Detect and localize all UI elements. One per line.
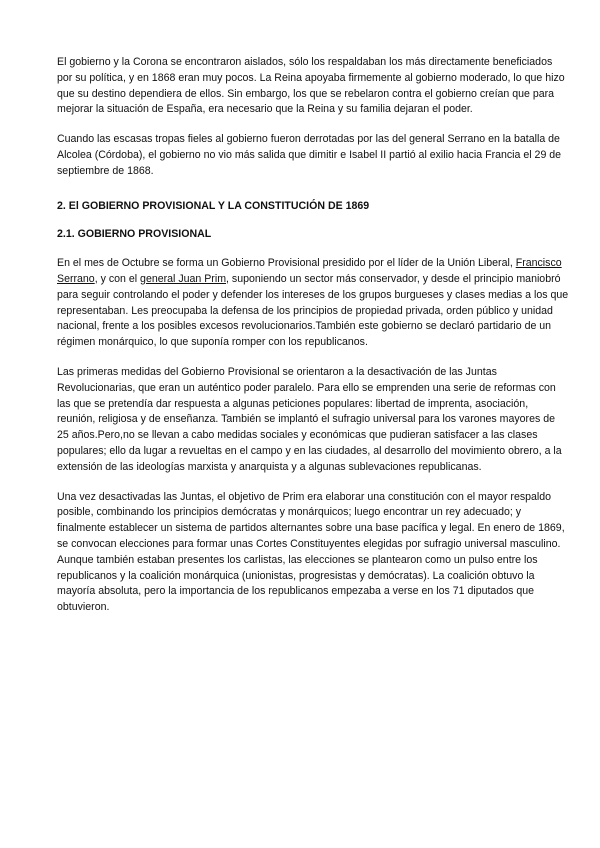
- subsection-heading-gobierno-provisional: 2.1. GOBIERNO PROVISIONAL: [57, 228, 212, 241]
- link-francisco-serrano[interactable]: Francisco Serrano: [57, 257, 562, 285]
- document-page: [57, 55, 569, 630]
- paragraph-gobierno-corona: El gobierno y la Corona se encontraron aislados, sólo los respaldaban los más directamente beneficiados por su política, y en 1868 eran muy pocos. La Reina apoyaba firmemente al gobierno moderado, lo que hizo que su destino dependiera de ellos. Sin embargo, los que se rebelaron contra el gobierno creían que para mejorar la situación de España, era necesario que la Reina y su familia dejaran el poder.: [57, 56, 565, 116]
- text-segment: En el mes de Octubre se forma un Gobierno Provisional presidido por el líder de la Unión Liberal,: [57, 257, 516, 270]
- text-segment: , suponiendo un sector más conservador, y desde el principio maniobró para seguir controlando el poder y defender los intereses de los grupos burgueses y clases medias a los que representaban. Les preocupaba la defensa de los principios de propiedad privada, orden público y unidad nacional, frente a los posibles excesos revolucionarios.También este gobierno se declaró partidario de un régimen monárquico, lo que suponía romper con los republicanos.: [57, 272, 569, 349]
- paragraph-juntas-elecciones: Una vez desactivadas las Juntas, el objetivo de Prim era elaborar una constitución con el mayor respaldo posible, combinando los principios demócratas y monárquicos; luego encontrar un rey adecuado; y finalmente establecer un sistema de partidos alternantes sobre una base pacífica y legal. En enero de 1869, se convocan elecciones para formar unas Cortes Constituyentes elegidas por sufragio universal masculino. Aunque también estaban presentes los carlistas, las elecciones se plantearon como un pulso entre los republicanos y la coalición monárquica (unionistas, progresistas y demócratas). La coalición obtuvo la mayoría absoluta, pero la importancia de los republicanos empezaba a verse en los 71 diputados que obtuvieron.: [57, 490, 565, 614]
- paragraph-batalla-alcolea: Cuando las escasas tropas fieles al gobierno fueron derrotadas por las del general Serrano en la batalla de Alcolea (Córdoba), el gobierno no vio más salida que dimitir e Isabel II partió al exilio hacia Francia el 29 de septiembre de 1868.: [57, 133, 562, 177]
- link-juan-prim[interactable]: general Juan Prim: [140, 272, 227, 285]
- section-heading-gobierno-provisional-constitucion: 2. El GOBIERNO PROVISIONAL Y LA CONSTITUCIÓN DE 1869: [57, 199, 370, 212]
- paragraph-primeras-medidas: Las primeras medidas del Gobierno Provisional se orientaron a la desactivación de las Juntas Revolucionarias, que eran un auténtico poder paralelo. Para ello se emprenden una serie de reformas con las que se pretendía dar respuesta a algunas peticiones populares: libertad de imprenta, asociación, reunión, religiosa y de enseñanza. También se implantó el sufragio universal para los varones mayores de 25 años.Pero,no se llevan a cabo medidas sociales y económicas que pudieran satisfacer a las clases populares; ello da lugar a revueltas en el campo y en las ciudades, al desarrollo del movimiento obrero, a la extensión de las ideologías marxista y anarquista y a algunas sublevaciones republicanas.: [57, 365, 562, 473]
- text-segment: , y con el: [94, 272, 141, 285]
- paragraph-gobierno-provisional: [57, 256, 569, 351]
